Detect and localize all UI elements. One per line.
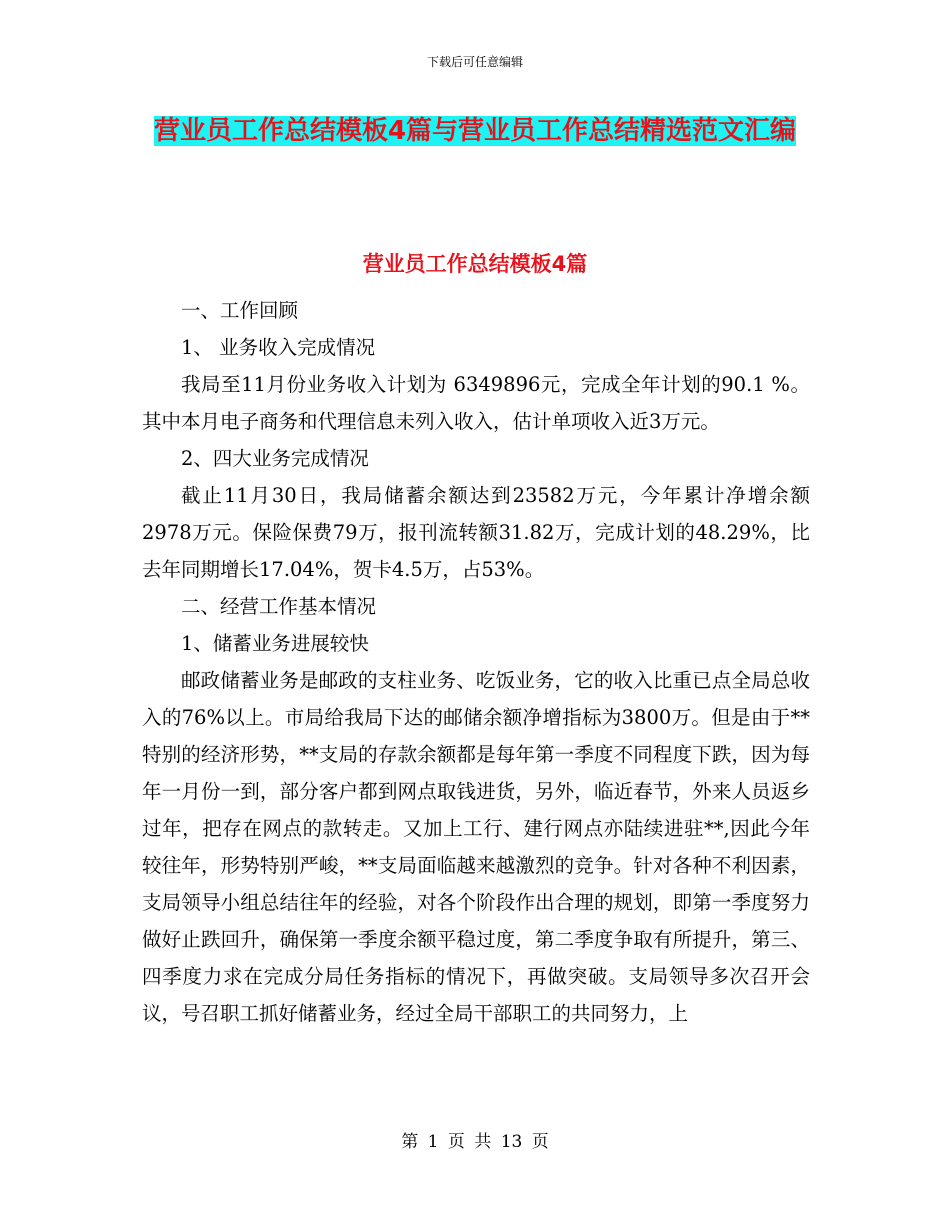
document-title [140, 108, 810, 154]
paragraph: 2、四大业务完成情况 [181, 447, 369, 470]
paragraph: 我局至11月份业务收入计划为 6349896元，完成全年计划的90.1 %。其中本月电子商务和代理信息未列入收入，估计单项收入近3万元。 [142, 373, 810, 433]
section-title: 营业员工作总结模板4篇 [362, 252, 588, 276]
paragraph: 截止11月30日，我局储蓄余额达到23582万元，今年累计净增余额 2978万元。保险保费79万，报刊流转额31.82万，完成计划的48.29%，比去年同期增长17.04%，贺卡4.5万，占53%。 [142, 484, 810, 581]
paragraph: 1、储蓄业务进展较快 [181, 632, 369, 655]
paragraph: 邮政储蓄业务是邮政的支柱业务、吃饭业务，它的收入比重已点全局总收入的76%以上。市局给我局下达的邮储余额净增指标为3800万。但是由于**特别的经济形势，**支局的存款余额都是每年第一季度不同程度下跌，因为每年一月份一到，部分客户都到网点取钱进货，另外，临近春节，外来人员返乡过年，把存在网点的款转走。又加上工行、建行网点亦陆续进驻**,因此今年较往年，形势特别严峻，**支局面临越来越激烈的竞争。针对各种不利因素，支局领导小组总结往年的经验，对各个阶段作出合理的规划，即第一季度努力做好止跌回升，确保第一季度余额平稳过度，第二季度争取有所提升，第三、四季度力求在完成分局任务指标的情况下，再做突破。支局领导多次召开会议，号召职工抓好储蓄业务，经过全局干部职工的共同努力，上 [142, 669, 810, 1025]
document-body [142, 292, 810, 1032]
page-number-footer: 第 1 页 共 13 页 [401, 1132, 549, 1152]
paragraph: 1、 业务收入完成情况 [181, 336, 376, 359]
paragraph: 一、工作回顾 [181, 299, 299, 322]
page-header-note: 下载后可任意编辑 [426, 55, 523, 69]
paragraph: 二、经营工作基本情况 [181, 595, 377, 618]
document-title-text: 营业员工作总结模板4篇与营业员工作总结精选范文汇编 [153, 116, 797, 146]
